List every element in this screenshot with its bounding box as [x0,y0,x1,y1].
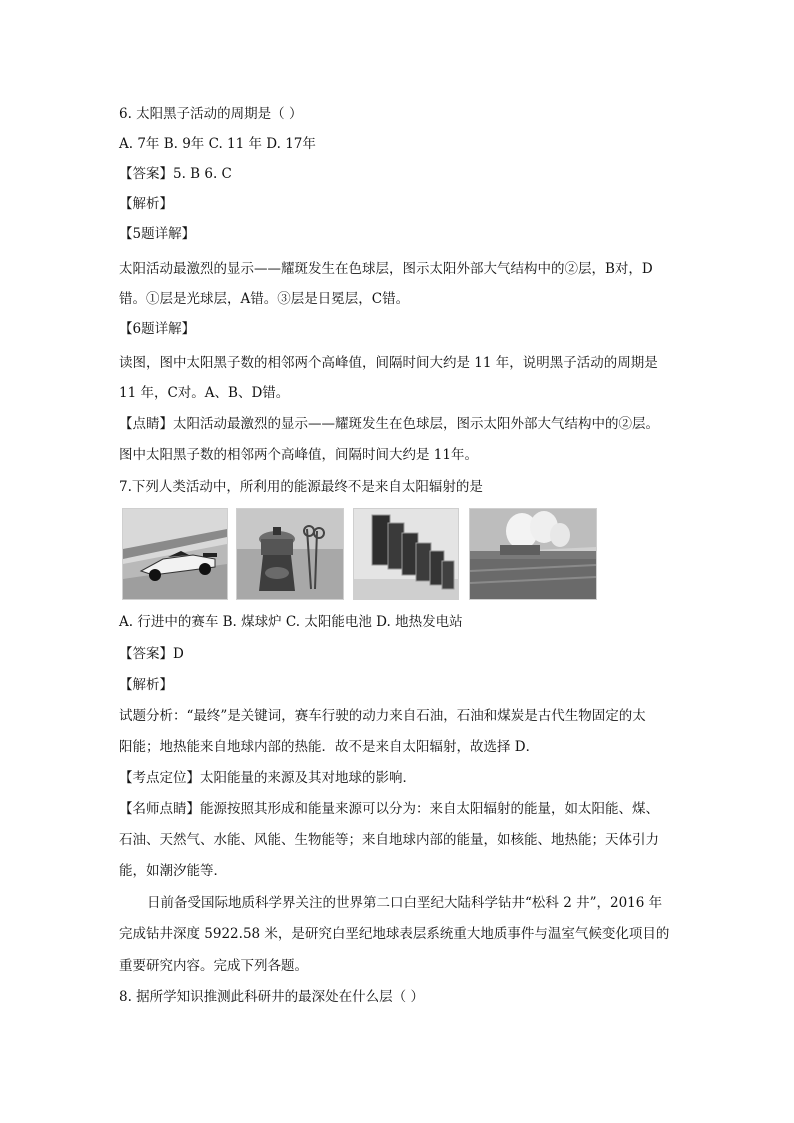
q6-detail-heading: 【6题详解】 [119,321,196,337]
coal-stove-photo [236,508,344,600]
question-6: 6. 太阳黑子活动的周期是（ ） [119,106,303,122]
teacher-note-line-2: 石油、天然气、水能、风能、生物能等；来自地球内部的能量，如核能、地热能；天体引力 [119,832,659,848]
answer-7: 【答案】D [119,646,184,662]
passage-line-3: 重要研究内容。完成下列各题。 [119,958,308,974]
question-7-options: A. 行进中的赛车 B. 煤球炉 C. 太阳能电池 D. 地热发电站 [119,614,463,630]
analysis-heading-7: 【解析】 [119,677,173,693]
race-car-photo [122,508,228,600]
question-7: 7.下列人类活动中，所利用的能源最终不是来自太阳辐射的是 [119,479,483,495]
answer-5-6: 【答案】5. B 6. C [119,166,232,182]
q6-detail-line-2: 11 年，C对。A、B、D错。 [119,385,290,401]
analysis-7-line-1: 试题分析：“最终”是关键词，赛车行驶的动力来自石油，石油和煤炭是古代生物固定的太 [119,708,646,724]
solar-panel-photo [353,508,459,600]
passage-line-1: 日前备受国际地质科学界关注的世界第二口白垩纪大陆科学钻井“松科 2 井”，2016 年 [147,895,663,911]
key-point-line-2: 图中太阳黑子数的相邻两个高峰值，间隔时间大约是 11年。 [119,447,478,463]
teacher-note-line-1: 【名师点睛】能源按照其形成和能量来源可以分为：来自太阳辐射的能量，如太阳能、煤、 [119,801,659,817]
q5-detail-line-2: 错。①层是光球层，A错。③层是日冕层，C错。 [119,291,410,307]
key-point-line-1: 【点睛】太阳活动最激烈的显示——耀斑发生在色球层，图示太阳外部大气结构中的②层。 [119,416,659,432]
q5-detail-line-1: 太阳活动最激烈的显示——耀斑发生在色球层，图示太阳外部大气结构中的②层，B对，D [119,261,653,277]
question-6-options: A. 7年 B. 9年 C. 11 年 D. 17年 [119,136,316,152]
q5-detail-heading: 【5题详解】 [119,226,196,242]
teacher-note-line-3: 能，如潮汐能等． [119,863,227,879]
passage-line-2: 完成钻井深度 5922.58 米，是研究白垩纪地球表层系统重大地质事件与温室气候变化项目的 [119,926,670,942]
analysis-heading: 【解析】 [119,196,173,212]
q6-detail-line-1: 读图，图中太阳黑子数的相邻两个高峰值，间隔时间大约是 11 年，说明黑子活动的周期是 [119,355,658,371]
analysis-7-line-2: 阳能；地热能来自地球内部的热能．故不是来自太阳辐射，故选择 D． [119,739,540,755]
question-8: 8. 据所学知识推测此科研井的最深处在什么层（ ） [119,989,424,1005]
test-point: 【考点定位】太阳能量的来源及其对地球的影响． [119,770,416,786]
geothermal-plant-photo [469,508,597,600]
